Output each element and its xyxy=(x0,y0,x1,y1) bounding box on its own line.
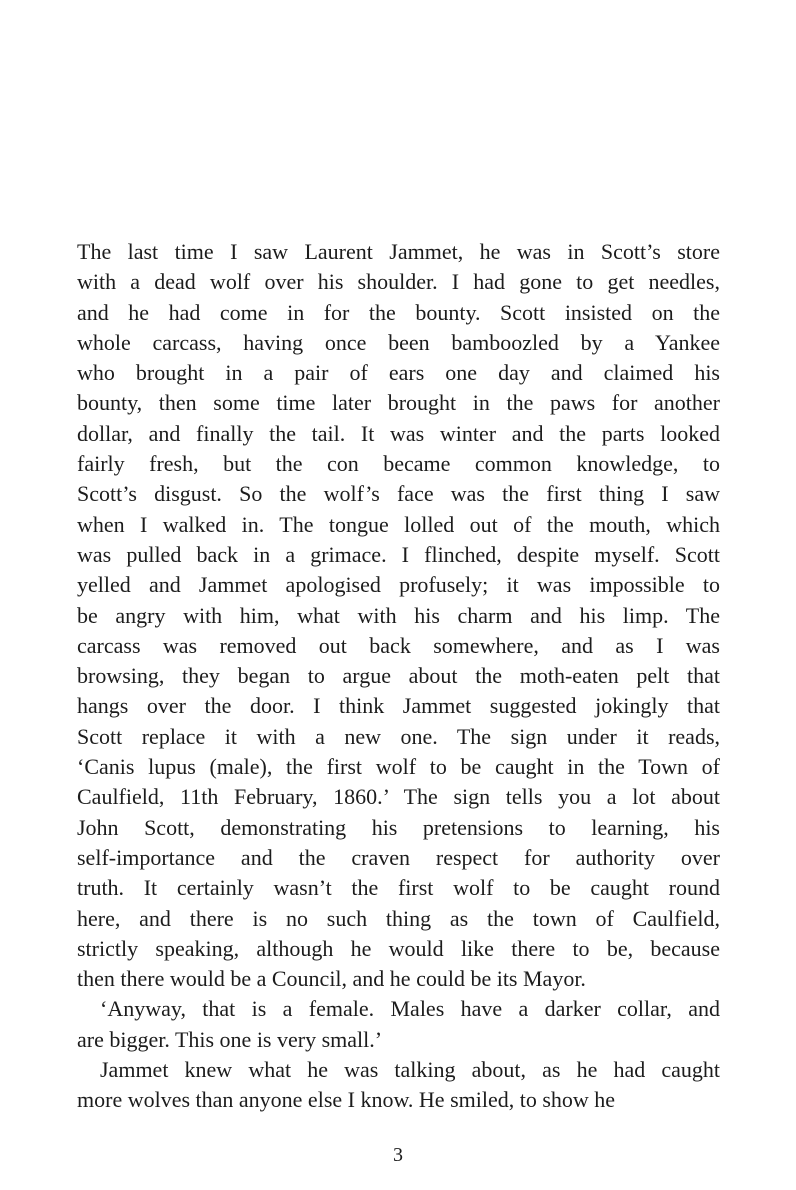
text-line: ‘Anyway, that is a female. Males have a darker collar, and xyxy=(100,996,720,1022)
text-line: here, and there is no such thing as the town of Caulfield, xyxy=(77,905,720,931)
text-line: hangs over the door. I think Jammet suggested jokingly that xyxy=(77,693,720,719)
text-line: strictly speaking, although he would like there to be, because xyxy=(77,935,720,961)
text-line: who brought in a pair of ears one day and claimed his xyxy=(77,360,720,386)
text-line: Jammet knew what he was talking about, as he had caught xyxy=(100,1057,720,1083)
text-line: and he had come in for the bounty. Scott insisted on the xyxy=(77,299,720,325)
paragraph xyxy=(77,237,720,994)
text-line: when I walked in. The tongue lolled out of the mouth, which xyxy=(77,511,720,537)
text-line: are bigger. This one is very small.’ xyxy=(77,1026,383,1052)
body-text xyxy=(77,237,720,1116)
text-line: browsing, they began to argue about the moth-eaten pelt that xyxy=(77,663,720,689)
paragraph xyxy=(77,1055,720,1116)
text-line: truth. It certainly wasn’t the first wolf to be caught round xyxy=(77,875,720,901)
text-line: more wolves than anyone else I know. He smiled, to show he xyxy=(77,1087,616,1113)
text-line: yelled and Jammet apologised profusely; it was impossible to xyxy=(77,572,720,598)
text-line: bounty, then some time later brought in the paws for another xyxy=(77,390,720,416)
paragraph xyxy=(77,994,720,1055)
text-line: carcass was removed out back somewhere, and as I was xyxy=(77,632,720,658)
page-number: 3 xyxy=(393,1144,403,1166)
text-line: Scott replace it with a new one. The sign under it reads, xyxy=(77,723,720,749)
text-line: with a dead wolf over his shoulder. I had gone to get needles, xyxy=(77,269,720,295)
text-line: The last time I saw Laurent Jammet, he was in Scott’s store xyxy=(77,239,720,264)
text-line: self-importance and the craven respect for authority over xyxy=(77,844,720,870)
text-line: was pulled back in a grimace. I flinched, despite myself. Scott xyxy=(77,541,720,567)
text-line: then there would be a Council, and he could be its Mayor. xyxy=(77,966,586,992)
text-line: ‘Canis lupus (male), the first wolf to be caught in the Town of xyxy=(77,754,720,780)
text-line: fairly fresh, but the con became common knowledge, to xyxy=(77,451,720,477)
text-line: dollar, and finally the tail. It was winter and the parts looked xyxy=(77,420,720,446)
text-line: whole carcass, having once been bamboozled by a Yankee xyxy=(77,329,720,355)
text-line: be angry with him, what with his charm and his limp. The xyxy=(77,602,720,628)
text-line: Caulfield, 11th February, 1860.’ The sign tells you a lot about xyxy=(77,784,720,810)
text-line: John Scott, demonstrating his pretensions to learning, his xyxy=(77,814,720,840)
text-line: Scott’s disgust. So the wolf’s face was the first thing I saw xyxy=(77,481,720,507)
